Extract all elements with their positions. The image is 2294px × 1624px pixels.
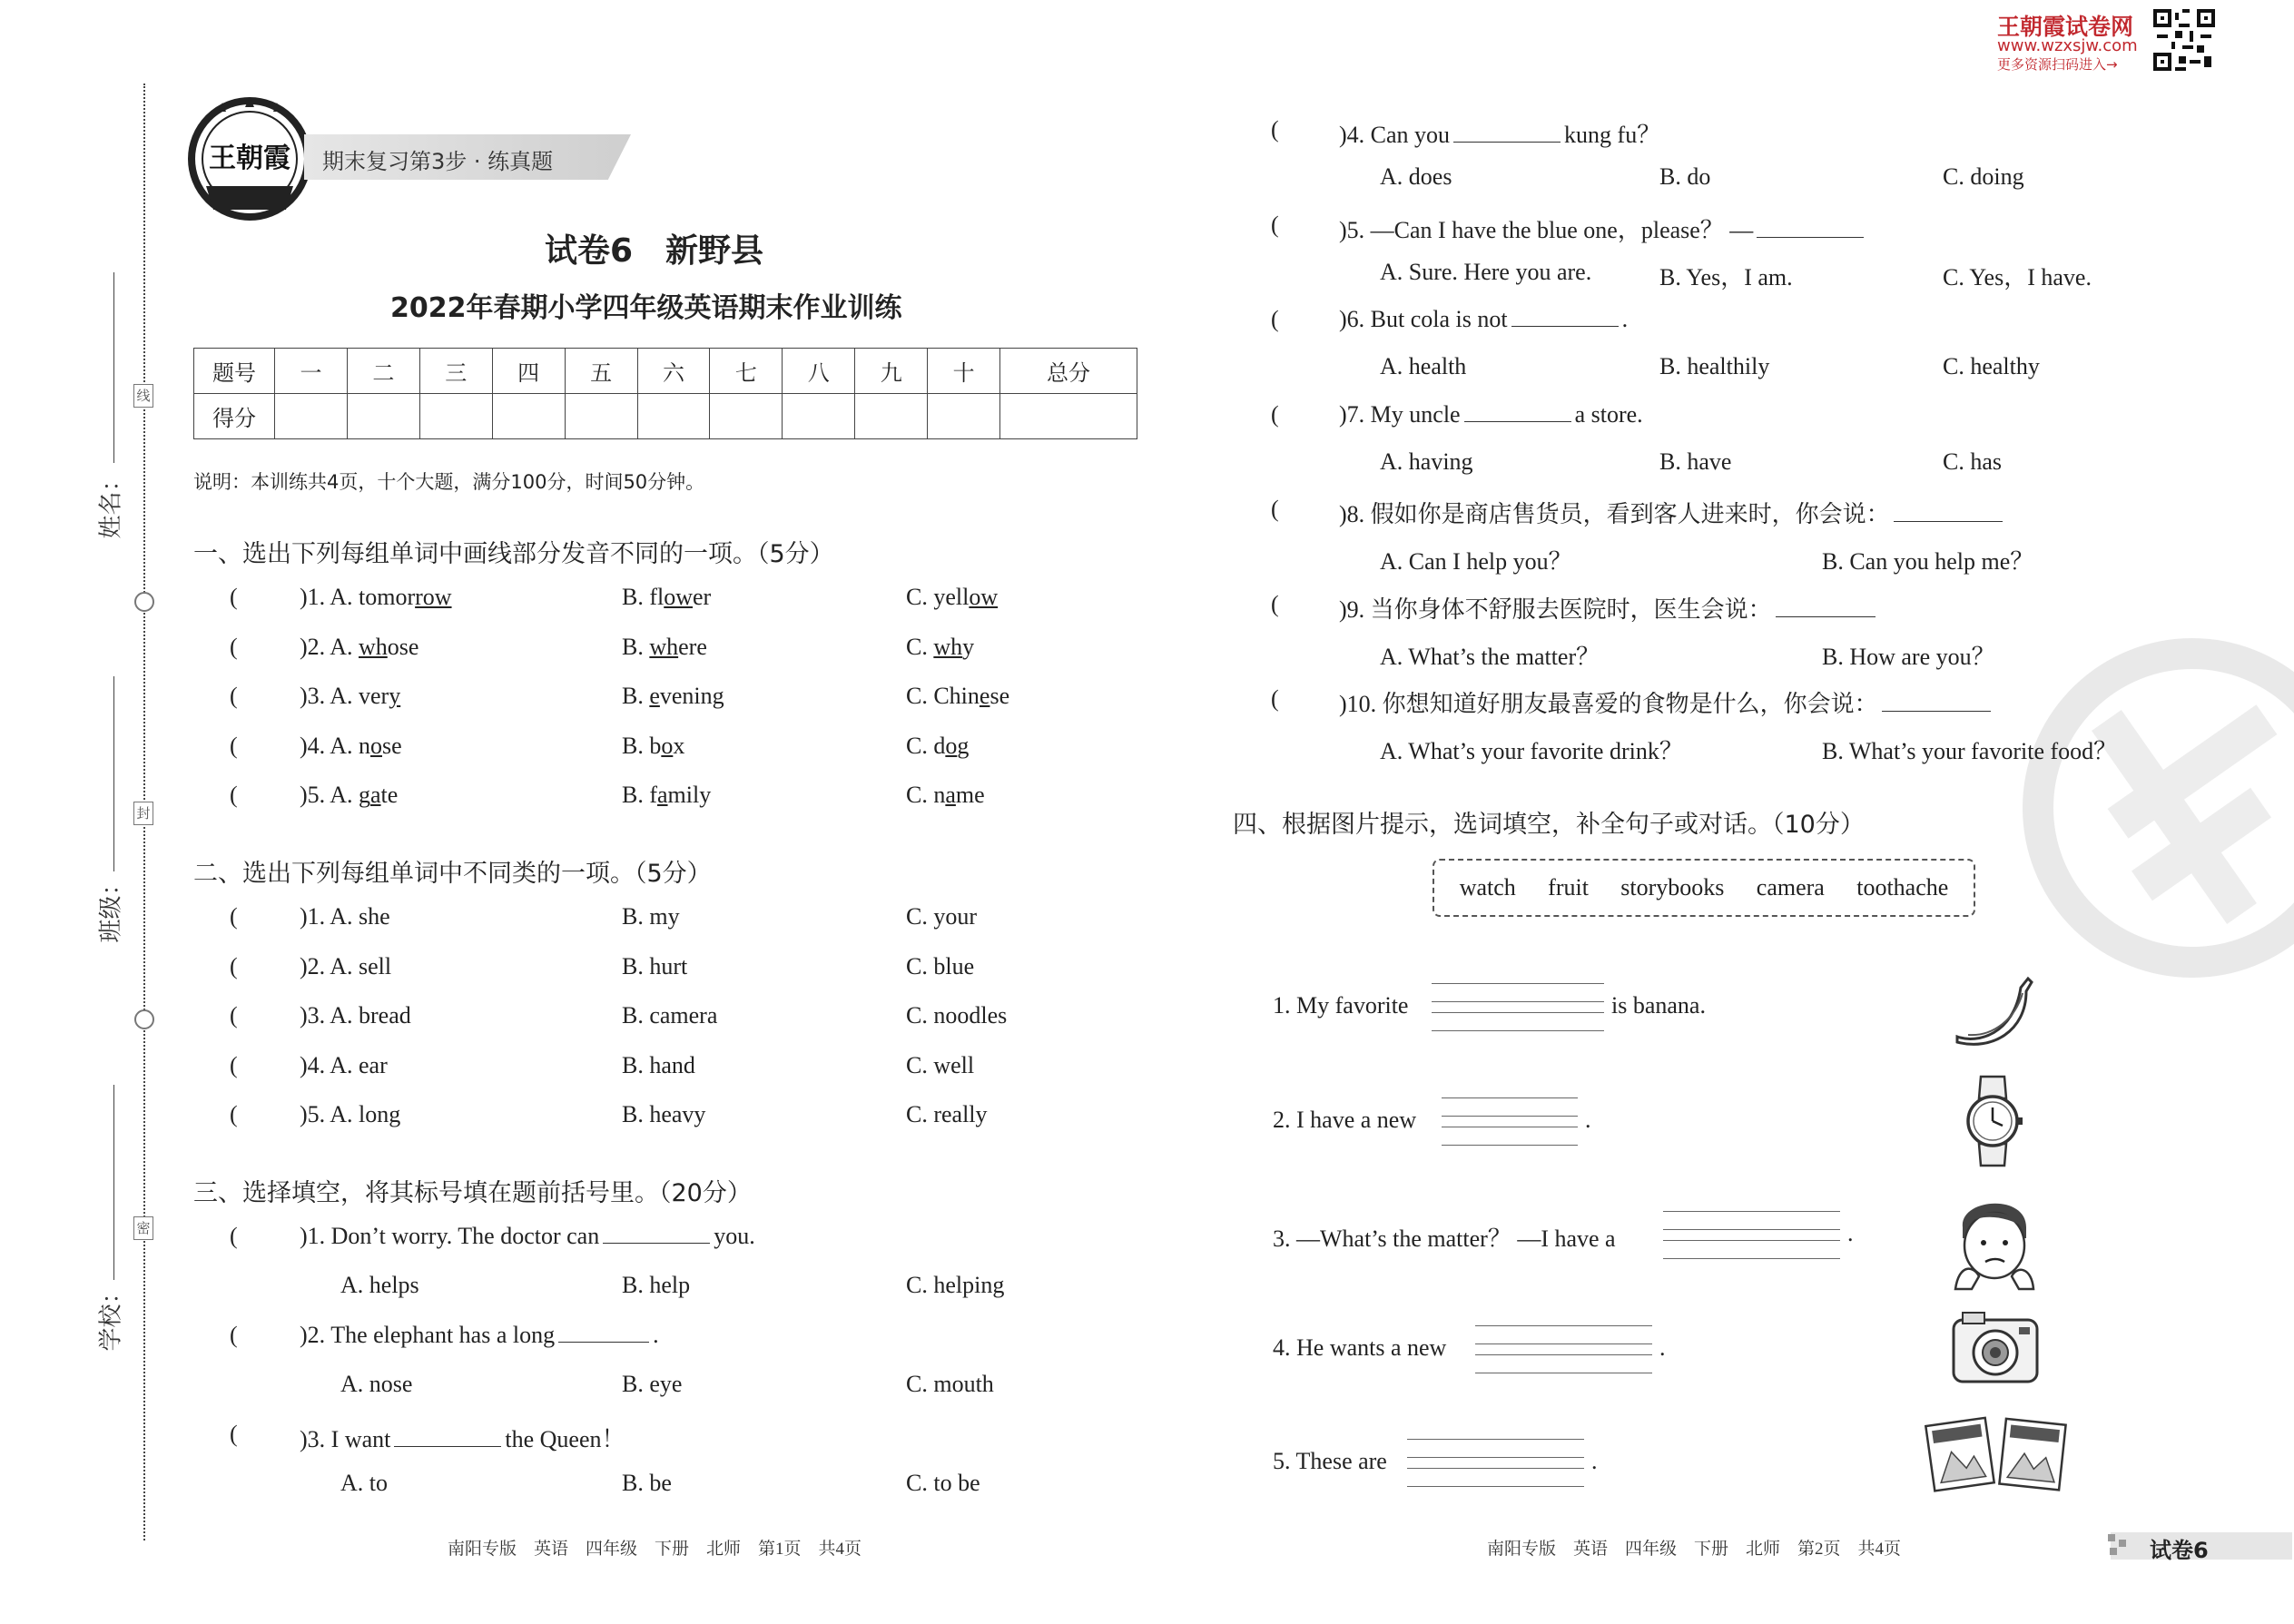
- answer-write-line: [1663, 1229, 1840, 1230]
- question-row: )3. A. bread: [300, 1002, 411, 1029]
- class-write-line: [113, 676, 114, 871]
- question-stem: )8. 假如你是商店售货员，看到客人进来时，你会说：: [1339, 501, 1890, 527]
- watch-icon: [1961, 1073, 2024, 1168]
- option-b: B. hand: [622, 1051, 695, 1078]
- question-number: )4. A.: [300, 732, 359, 759]
- answer-write-line[interactable]: [1663, 1240, 1840, 1241]
- question-row: [300, 1421, 625, 1454]
- option-a-text: tomor: [359, 584, 416, 610]
- option-c-text: g: [957, 732, 970, 759]
- paper-title: 试卷6 新野县: [545, 232, 764, 270]
- option-a-underlined: o: [370, 732, 382, 759]
- fill-sentence-end: .: [1847, 1220, 1854, 1246]
- option-b: B. What’s your favorite food？: [1822, 738, 2118, 764]
- option-c: C. has: [1943, 448, 2002, 475]
- school-label: 学校：: [97, 1280, 125, 1352]
- question-row: [1339, 401, 1643, 428]
- option-c-underlined: wh: [933, 633, 963, 660]
- option-b: B. Yes，I am.: [1659, 263, 1793, 290]
- answer-blank[interactable]: [1464, 420, 1571, 422]
- option-c: C. doing: [1943, 163, 2024, 190]
- answer-blank[interactable]: [1453, 141, 1561, 143]
- option-c: [906, 584, 998, 611]
- question-number: )2. A.: [300, 633, 359, 660]
- answer-write-line: [1407, 1457, 1584, 1458]
- option-c-text: se: [989, 683, 1010, 709]
- footer-right-page: 南阳专版 英语 四年级 下册 北师 第2页 共4页: [1487, 1540, 1902, 1559]
- seal-mark-seal: 封: [133, 802, 153, 825]
- question-number: )3. A.: [300, 683, 359, 709]
- option-b: B. heavy: [622, 1101, 706, 1127]
- answer-blank[interactable]: [558, 1341, 649, 1343]
- brand-logo: [186, 95, 313, 222]
- answer-paren-open[interactable]: (: [1271, 306, 1279, 332]
- score-table-cell: 一: [275, 349, 348, 394]
- answer-paren-open[interactable]: (: [230, 903, 238, 930]
- question-row: [300, 683, 400, 710]
- answer-paren-open[interactable]: (: [230, 1223, 238, 1249]
- score-table: [193, 348, 1137, 439]
- paper-subtitle: 2022年春期小学四年级英语期末作业训练: [390, 292, 902, 324]
- option-c: C. well: [906, 1051, 975, 1078]
- score-input-cell[interactable]: [492, 394, 565, 439]
- option-a-underlined: a: [370, 782, 381, 808]
- answer-paren-open[interactable]: (: [230, 732, 238, 759]
- section4-title: 四、根据图片提示，选词填空，补全句子或对话。（10分）: [1233, 811, 1865, 839]
- question-row: [1339, 496, 2006, 529]
- score-table-cell: 九: [855, 349, 928, 394]
- fill-sentence-start: 5. These are: [1273, 1448, 1387, 1474]
- option-c-text: C. yell: [906, 584, 970, 610]
- question-stem-end: .: [653, 1322, 659, 1348]
- score-table-header-row: [194, 349, 1137, 394]
- fill-sentence-start: 2. I have a new: [1273, 1106, 1417, 1133]
- name-label: 姓名：: [97, 468, 125, 539]
- option-c-text: C. n: [906, 782, 946, 808]
- option-c-underlined: a: [945, 782, 956, 808]
- logo-text: 王朝霞: [209, 143, 290, 174]
- question-stem-end: the Queen！: [505, 1426, 625, 1452]
- option-b: B. help: [622, 1272, 691, 1298]
- option-a: A. having: [1380, 448, 1473, 475]
- option-b: B. my: [622, 903, 680, 930]
- score-table-cell: 三: [419, 349, 492, 394]
- class-label: 班级：: [97, 871, 125, 943]
- section1-title: 一、选出下列每组单词中画线部分发音不同的一项。（5分）: [193, 540, 834, 568]
- step-badge-text: 期末复习第3步 · 练真题: [322, 149, 554, 174]
- question-stem: )9. 当你身体不舒服去医院时，医生会说：: [1339, 595, 1772, 623]
- score-table-cell: 题号: [194, 349, 275, 394]
- question-row: )1. A. she: [300, 903, 390, 930]
- option-c-underlined: ow: [969, 584, 999, 610]
- option-a-text: te: [380, 782, 399, 808]
- option-a: A. nose: [340, 1371, 413, 1397]
- question-number: )1. A.: [300, 584, 359, 610]
- option-a: A. to: [340, 1470, 388, 1496]
- footer-left-page: 南阳专版 英语 四年级 下册 北师 第1页 共4页: [448, 1540, 862, 1559]
- word-bank-word: storybooks: [1620, 874, 1725, 901]
- question-stem: )5. —Can I have the blue one，please？ —: [1339, 216, 1754, 243]
- question-stem: )7. My uncle: [1339, 400, 1461, 428]
- answer-paren-open[interactable]: (: [230, 1101, 238, 1127]
- guide-line: [1432, 1030, 1604, 1031]
- answer-paren-open[interactable]: (: [230, 782, 238, 808]
- guide-line: [1407, 1486, 1584, 1487]
- option-b-text: B. fl: [622, 584, 665, 610]
- score-input-cell[interactable]: [783, 394, 855, 439]
- option-b-underlined: o: [661, 732, 674, 759]
- binding-hole-icon: [134, 592, 154, 612]
- option-b-text: vening: [659, 683, 724, 709]
- option-a-text: g: [359, 782, 370, 808]
- score-input-cell[interactable]: [1000, 394, 1137, 439]
- option-a-underlined: wh: [359, 633, 388, 660]
- score-table-score-row: [194, 394, 1137, 439]
- score-input-cell[interactable]: [855, 394, 928, 439]
- answer-write-line[interactable]: [1432, 1012, 1604, 1013]
- option-a-underlined: row: [415, 584, 452, 610]
- toothache-boy-icon: [1943, 1191, 2047, 1291]
- answer-paren-open[interactable]: (: [1271, 496, 1279, 522]
- question-number: )5. A.: [300, 782, 359, 808]
- word-bank-word: watch: [1459, 874, 1516, 901]
- option-b: [622, 683, 724, 710]
- score-input-cell[interactable]: [275, 394, 348, 439]
- fill-sentence-end: .: [1585, 1106, 1591, 1133]
- answer-paren-open[interactable]: (: [230, 952, 238, 979]
- qr-code-icon[interactable]: [2153, 9, 2215, 71]
- question-row: )2. A. sell: [300, 952, 392, 979]
- option-c-text: me: [955, 782, 985, 808]
- guide-line: [1442, 1097, 1578, 1098]
- answer-paren-open[interactable]: (: [230, 633, 238, 660]
- fill-sentence-start: 4. He wants a new: [1273, 1334, 1447, 1361]
- site-url: www.wzxsjw.com: [1997, 36, 2138, 55]
- answer-blank[interactable]: [1894, 520, 2003, 522]
- banana-icon: [1950, 971, 2036, 1048]
- question-row: [300, 634, 418, 661]
- fill-sentence-start: 3. —What’s the matter？ —I have a: [1273, 1225, 1616, 1252]
- word-bank-word: camera: [1756, 874, 1825, 901]
- answer-paren-open[interactable]: (: [1271, 116, 1279, 143]
- question-row: )5. A. long: [300, 1101, 401, 1127]
- option-b: B. do: [1659, 163, 1711, 190]
- option-b-text: B. b: [622, 732, 662, 759]
- guide-line: [1475, 1325, 1652, 1326]
- option-a-text: n: [359, 732, 370, 759]
- secret-watermark-icon: [2020, 635, 2294, 980]
- fill-sentence-start: 1. My favorite: [1273, 992, 1409, 1019]
- word-bank-box: [1433, 859, 1975, 917]
- answer-write-line: [1475, 1343, 1652, 1344]
- option-a: A. helps: [340, 1272, 419, 1298]
- binding-hole-icon: [134, 1009, 154, 1029]
- question-row: [1339, 591, 1879, 625]
- option-c: C. Yes，I have.: [1943, 263, 2092, 290]
- answer-write-line: [1442, 1116, 1578, 1117]
- question-stem: )3. I want: [300, 1426, 391, 1452]
- option-b-underlined: ow: [664, 584, 694, 610]
- answer-blank[interactable]: [603, 1242, 710, 1244]
- answer-write-line[interactable]: [1407, 1468, 1584, 1469]
- question-row: [300, 1322, 659, 1349]
- question-row: [1339, 685, 1994, 719]
- instructions-note: 说明：本训练共4页，十个大题，满分100分，时间50分钟。: [193, 471, 705, 493]
- question-row: [1339, 306, 1628, 333]
- option-b-text: B.: [622, 683, 650, 709]
- option-c: [906, 782, 985, 809]
- option-a: A. Sure. Here you are.: [1380, 258, 1592, 285]
- option-b-text: B. f: [622, 782, 657, 808]
- score-table-cell: 七: [710, 349, 783, 394]
- option-a: A. What’s the matter？: [1380, 643, 1600, 670]
- option-b: B. healthily: [1659, 353, 1770, 379]
- option-b-underlined: a: [657, 782, 668, 808]
- answer-paren-open[interactable]: (: [230, 1421, 238, 1447]
- option-c: C. mouth: [906, 1371, 994, 1397]
- answer-paren-open[interactable]: (: [230, 1322, 238, 1348]
- fill-sentence-end: .: [1659, 1334, 1666, 1361]
- question-stem-end: kung fu？: [1564, 122, 1661, 148]
- score-input-cell[interactable]: [565, 394, 637, 439]
- word-bank-word: toothache: [1856, 874, 1949, 901]
- word-bank-word: fruit: [1548, 874, 1589, 901]
- option-c: C. helping: [906, 1272, 1005, 1298]
- score-table-cell: 八: [783, 349, 855, 394]
- answer-blank[interactable]: [1776, 615, 1876, 617]
- site-title: 王朝霞试卷网: [1997, 14, 2134, 40]
- guide-line: [1432, 983, 1604, 984]
- option-c-text: y: [962, 633, 975, 660]
- option-c-text: C. d: [906, 732, 946, 759]
- option-b: [622, 634, 707, 661]
- option-b: B. have: [1659, 448, 1732, 475]
- option-c: C. really: [906, 1101, 988, 1127]
- question-stem-end: you.: [714, 1223, 755, 1249]
- guide-line: [1442, 1145, 1578, 1146]
- camera-icon: [1950, 1307, 2041, 1389]
- score-input-cell[interactable]: [419, 394, 492, 439]
- option-b-text: er: [693, 584, 712, 610]
- answer-write-line: [1432, 1001, 1604, 1002]
- answer-blank[interactable]: [394, 1445, 501, 1447]
- option-c-text: C.: [906, 633, 934, 660]
- answer-blank[interactable]: [1511, 325, 1619, 327]
- score-table-cell: 二: [347, 349, 419, 394]
- option-b: B. eye: [622, 1371, 683, 1397]
- question-stem: )6. But cola is not: [1339, 306, 1508, 332]
- option-b-underlined: wh: [649, 633, 679, 660]
- option-b-text: ere: [678, 633, 707, 660]
- option-b: B. be: [622, 1470, 672, 1496]
- answer-paren-open[interactable]: (: [230, 1051, 238, 1078]
- option-c-underlined: e: [979, 683, 990, 709]
- option-b-text: x: [673, 732, 685, 759]
- question-row: [300, 1223, 755, 1250]
- option-c-text: C. Chin: [906, 683, 980, 709]
- question-row: [1339, 116, 1660, 150]
- question-stem: )2. The elephant has a long: [300, 1322, 556, 1348]
- guide-line: [1663, 1258, 1840, 1259]
- option-c: C. healthy: [1943, 353, 2040, 379]
- option-a-text: ver: [359, 683, 389, 709]
- option-c: C. to be: [906, 1470, 980, 1496]
- answer-paren-open[interactable]: (: [1271, 211, 1279, 238]
- question-stem: )4. Can you: [1339, 122, 1451, 148]
- answer-blank[interactable]: [1882, 710, 1991, 712]
- option-c-underlined: o: [945, 732, 958, 759]
- question-row: [300, 782, 398, 809]
- option-a: A. health: [1380, 353, 1467, 379]
- option-a-text: se: [382, 732, 402, 759]
- seal-mark-line: 线: [133, 384, 153, 408]
- question-stem-end: .: [1621, 306, 1629, 332]
- page-tag: 试卷6: [2150, 1538, 2209, 1563]
- section2-title: 二、选出下列每组单词中不同类的一项。（5分）: [193, 860, 712, 888]
- option-a-underlined: y: [389, 683, 401, 709]
- answer-paren-open[interactable]: (: [1271, 590, 1279, 617]
- option-a: A. What’s your favorite drink？: [1380, 738, 1683, 764]
- option-a: A. does: [1380, 163, 1452, 190]
- answer-blank[interactable]: [1757, 236, 1864, 238]
- option-b-text: B.: [622, 633, 650, 660]
- storybooks-icon: [1925, 1414, 2072, 1494]
- answer-write-line[interactable]: [1475, 1354, 1652, 1355]
- question-row: [300, 584, 452, 611]
- option-c: [906, 634, 974, 661]
- option-b: [622, 782, 711, 809]
- answer-paren-open[interactable]: (: [1271, 400, 1279, 428]
- score-table-cell: 十: [928, 349, 1000, 394]
- option-b: B. hurt: [622, 952, 688, 979]
- score-table-cell: 六: [637, 349, 710, 394]
- answer-paren-open[interactable]: (: [230, 1002, 238, 1029]
- score-table-cell: 得分: [194, 394, 275, 439]
- option-b: [622, 584, 711, 611]
- score-table-cell: 四: [492, 349, 565, 394]
- question-row: [1339, 212, 1867, 245]
- name-write-line: [113, 272, 114, 463]
- guide-line: [1663, 1211, 1840, 1212]
- page-tag-squares-icon: [2108, 1534, 2135, 1558]
- option-b-underlined: e: [649, 683, 660, 709]
- option-b-text: mily: [667, 782, 712, 808]
- fill-sentence-end: is banana.: [1611, 992, 1706, 1019]
- option-c: C. your: [906, 903, 977, 930]
- fill-sentence-end: .: [1591, 1448, 1598, 1474]
- question-stem-end: a store.: [1574, 400, 1643, 428]
- score-input-cell[interactable]: [637, 394, 710, 439]
- option-c: C. blue: [906, 952, 975, 979]
- option-c: [906, 683, 1009, 710]
- option-a: A. Can I help you？: [1380, 548, 1572, 575]
- question-stem: )10. 你想知道好朋友最喜爱的食物是什么，你会说：: [1339, 691, 1878, 717]
- option-a-text: ose: [387, 633, 419, 660]
- school-write-line: [113, 1085, 114, 1280]
- score-input-cell[interactable]: [347, 394, 419, 439]
- score-input-cell[interactable]: [928, 394, 1000, 439]
- question-row: )4. A. ear: [300, 1051, 388, 1078]
- score-table-cell: 五: [565, 349, 637, 394]
- question-stem: )1. Don’t worry. The doctor can: [300, 1223, 600, 1249]
- answer-paren-open[interactable]: (: [1271, 685, 1279, 712]
- seal-mark-secret: 密: [133, 1216, 153, 1240]
- option-b: B. Can you help me？: [1822, 548, 2034, 575]
- option-c: C. noodles: [906, 1002, 1008, 1029]
- score-input-cell[interactable]: [710, 394, 783, 439]
- option-b: B. How are you？: [1822, 643, 1995, 670]
- option-b: [622, 733, 684, 760]
- guide-line: [1407, 1439, 1584, 1440]
- option-c: [906, 733, 969, 760]
- answer-paren-open[interactable]: (: [230, 584, 238, 610]
- site-note: 更多资源扫码进入→: [1997, 56, 2118, 73]
- answer-paren-open[interactable]: (: [230, 683, 238, 709]
- question-row: [300, 733, 402, 760]
- option-b: B. camera: [622, 1002, 718, 1029]
- score-table-cell: 总分: [1000, 349, 1137, 394]
- section3-title: 三、选择填空，将其标号填在题前括号里。（20分）: [193, 1179, 752, 1207]
